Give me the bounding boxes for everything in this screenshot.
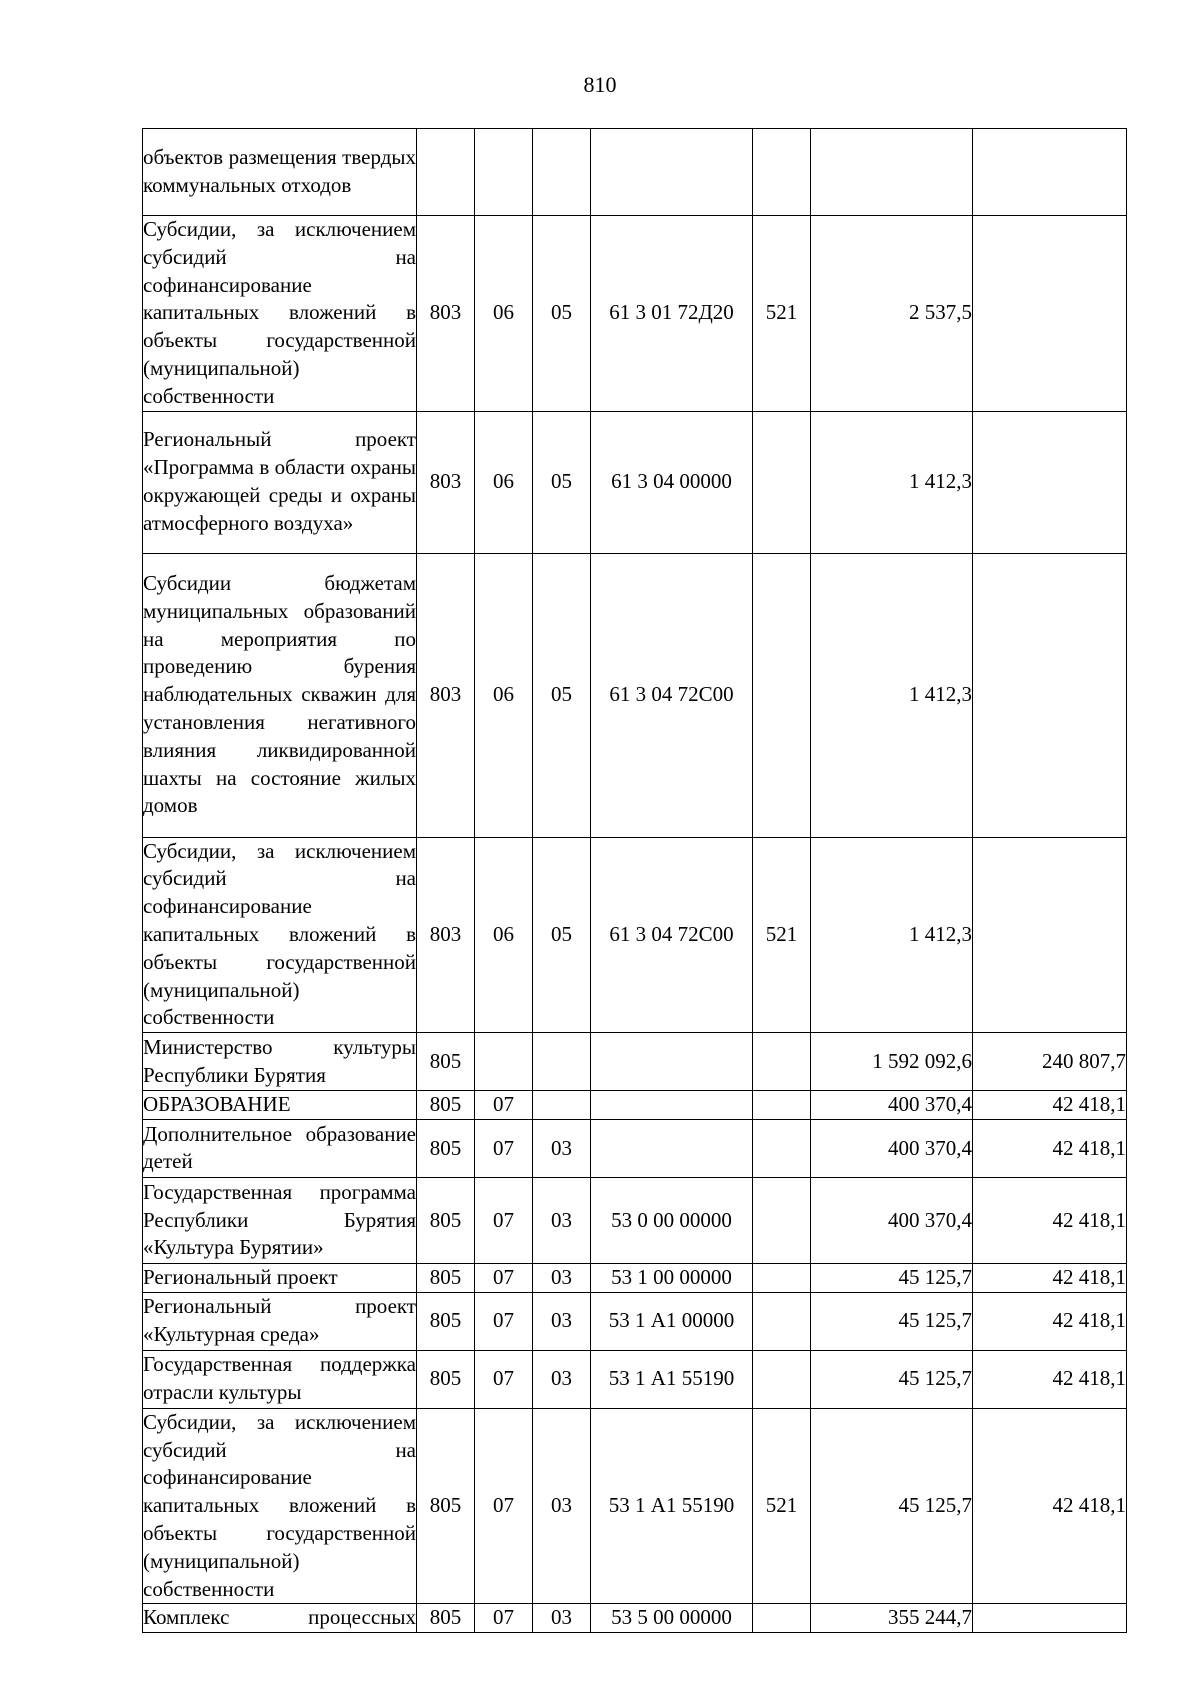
row-subsection-cell: 03 (533, 1408, 591, 1604)
table-row (143, 411, 1127, 553)
row-name-text: Комплекс процессных (143, 1605, 416, 1630)
row-name-text: объектов размещения твердых коммунальных отходов (143, 145, 416, 197)
row-section-cell: 06 (475, 216, 533, 412)
row-name-cell (143, 1292, 417, 1350)
row-subsection-cell: 05 (533, 411, 591, 553)
row-amount-cell: 1 592 092,6 (811, 1033, 973, 1091)
row-section-cell: 07 (475, 1119, 533, 1177)
row-amount-cell: 45 125,7 (811, 1263, 973, 1292)
row-target-article-cell (591, 1119, 753, 1177)
row-target-article-cell: 61 3 04 72С00 (591, 837, 753, 1033)
row-amount-federal-cell (973, 411, 1127, 553)
row-amount-federal-cell: 240 807,7 (973, 1033, 1127, 1091)
row-amount-cell: 400 370,4 (811, 1119, 973, 1177)
row-section-cell: 07 (475, 1091, 533, 1120)
table-row (143, 216, 1127, 412)
row-amount-cell: 1 412,3 (811, 837, 973, 1033)
row-expense-type-cell: 521 (753, 837, 811, 1033)
row-amount-federal-cell (973, 129, 1127, 216)
row-subsection-cell (533, 1091, 591, 1120)
row-amount-federal-cell (973, 1604, 1127, 1633)
row-amount-cell: 45 125,7 (811, 1292, 973, 1350)
row-name-cell (143, 1350, 417, 1408)
row-target-article-cell: 53 5 00 00000 (591, 1604, 753, 1633)
row-name-text: Региональный проект «Культурная среда» (143, 1294, 416, 1347)
row-section-cell: 07 (475, 1263, 533, 1292)
row-ved-cell: 805 (417, 1091, 475, 1120)
row-name-cell (143, 1033, 417, 1091)
row-target-article-cell: 53 1 А1 00000 (591, 1292, 753, 1350)
row-subsection-cell: 03 (533, 1263, 591, 1292)
row-subsection-cell: 03 (533, 1292, 591, 1350)
table-row (143, 1263, 1127, 1292)
row-section-cell: 06 (475, 411, 533, 553)
row-name-text: Региональный проект (143, 1264, 338, 1289)
row-section-cell: 07 (475, 1350, 533, 1408)
row-amount-cell (811, 129, 973, 216)
table-row (143, 1119, 1127, 1177)
row-target-article-cell: 61 3 04 00000 (591, 411, 753, 553)
row-ved-cell: 805 (417, 1177, 475, 1263)
row-target-article-cell: 53 1 00 00000 (591, 1263, 753, 1292)
row-subsection-cell: 03 (533, 1604, 591, 1633)
table-row (143, 129, 1127, 216)
row-name-text: Дополнительное образование детей (143, 1121, 416, 1174)
row-target-article-cell: 61 3 04 72С00 (591, 553, 753, 837)
row-ved-cell: 805 (417, 1292, 475, 1350)
row-expense-type-cell: 521 (753, 1408, 811, 1604)
row-ved-cell: 805 (417, 1408, 475, 1604)
row-expense-type-cell (753, 1292, 811, 1350)
row-name-cell (143, 1091, 417, 1120)
row-ved-cell: 805 (417, 1119, 475, 1177)
row-name-text: Региональный проект «Программа в области охраны окружающей среды и охраны атмосферного воздуха» (143, 427, 416, 535)
row-name-text: Государственная поддержка отрасли культуры (143, 1352, 416, 1405)
row-name-cell (143, 837, 417, 1033)
row-section-cell (475, 129, 533, 216)
row-name-cell (143, 1604, 417, 1633)
row-name-text: Субсидии, за исключением субсидий на софинансирование капитальных вложений в объекты государственной (муниципальной) собственности (143, 217, 416, 408)
row-ved-cell: 803 (417, 216, 475, 412)
table-row (143, 1350, 1127, 1408)
row-target-article-cell: 61 3 01 72Д20 (591, 216, 753, 412)
budget-table-body (143, 129, 1127, 1633)
row-section-cell: 06 (475, 837, 533, 1033)
row-expense-type-cell (753, 129, 811, 216)
row-amount-federal-cell: 42 418,1 (973, 1408, 1127, 1604)
row-section-cell (475, 1033, 533, 1091)
table-row (143, 1033, 1127, 1091)
row-amount-federal-cell (973, 553, 1127, 837)
row-ved-cell: 805 (417, 1033, 475, 1091)
row-name-text: Субсидии, за исключением субсидий на софинансирование капитальных вложений в объекты государственной (муниципальной) собственности (143, 1409, 416, 1601)
row-name-text: Министерство культуры Республики Бурятия (143, 1034, 416, 1087)
row-amount-federal-cell: 42 418,1 (973, 1350, 1127, 1408)
row-name-text: ОБРАЗОВАНИЕ (143, 1092, 291, 1117)
row-amount-cell: 400 370,4 (811, 1091, 973, 1120)
row-target-article-cell (591, 129, 753, 216)
row-section-cell: 07 (475, 1292, 533, 1350)
row-subsection-cell: 05 (533, 553, 591, 837)
table-row (143, 1177, 1127, 1263)
row-subsection-cell: 03 (533, 1177, 591, 1263)
table-row (143, 553, 1127, 837)
page-number: 810 (583, 72, 617, 97)
row-target-article-cell (591, 1091, 753, 1120)
row-ved-cell: 805 (417, 1604, 475, 1633)
row-amount-cell: 45 125,7 (811, 1350, 973, 1408)
row-ved-cell: 803 (417, 411, 475, 553)
row-target-article-cell: 53 1 А1 55190 (591, 1408, 753, 1604)
row-expense-type-cell: 521 (753, 216, 811, 412)
table-row (143, 1408, 1127, 1604)
row-section-cell: 07 (475, 1177, 533, 1263)
row-subsection-cell (533, 1033, 591, 1091)
row-ved-cell: 803 (417, 837, 475, 1033)
row-expense-type-cell (753, 1263, 811, 1292)
table-row (143, 1292, 1127, 1350)
row-subsection-cell: 05 (533, 216, 591, 412)
row-amount-federal-cell: 42 418,1 (973, 1292, 1127, 1350)
row-expense-type-cell (753, 1177, 811, 1263)
row-amount-federal-cell: 42 418,1 (973, 1091, 1127, 1120)
row-amount-federal-cell (973, 837, 1127, 1033)
row-subsection-cell: 03 (533, 1119, 591, 1177)
row-target-article-cell: 53 1 А1 55190 (591, 1350, 753, 1408)
row-expense-type-cell (753, 1091, 811, 1120)
row-section-cell: 06 (475, 553, 533, 837)
row-name-cell (143, 1119, 417, 1177)
row-amount-federal-cell: 42 418,1 (973, 1119, 1127, 1177)
row-subsection-cell: 03 (533, 1350, 591, 1408)
row-name-cell (143, 1408, 417, 1604)
table-row (143, 1604, 1127, 1633)
row-amount-cell: 355 244,7 (811, 1604, 973, 1633)
table-row (143, 1091, 1127, 1120)
row-expense-type-cell (753, 1119, 811, 1177)
row-amount-cell: 400 370,4 (811, 1177, 973, 1263)
table-row (143, 837, 1127, 1033)
row-amount-federal-cell (973, 216, 1127, 412)
budget-table (142, 128, 1127, 1633)
row-ved-cell (417, 129, 475, 216)
row-expense-type-cell (753, 1604, 811, 1633)
row-amount-federal-cell: 42 418,1 (973, 1263, 1127, 1292)
row-amount-cell: 2 537,5 (811, 216, 973, 412)
row-ved-cell: 805 (417, 1350, 475, 1408)
row-amount-cell: 1 412,3 (811, 553, 973, 837)
row-name-cell (143, 411, 417, 553)
row-subsection-cell (533, 129, 591, 216)
row-name-cell (143, 1263, 417, 1292)
row-expense-type-cell (753, 1350, 811, 1408)
row-name-text: Субсидии бюджетам муниципальных образований на мероприятия по проведению бурения наблюдательных скважин для установления негативного влияния ликвидированной шахты на состояние жилых домов (143, 570, 416, 818)
row-expense-type-cell (753, 411, 811, 553)
row-expense-type-cell (753, 553, 811, 837)
row-section-cell: 07 (475, 1408, 533, 1604)
row-target-article-cell (591, 1033, 753, 1091)
row-subsection-cell: 05 (533, 837, 591, 1033)
row-amount-cell: 45 125,7 (811, 1408, 973, 1604)
row-name-text: Государственная программа Республики Бурятия «Культура Бурятии» (143, 1179, 416, 1260)
row-section-cell: 07 (475, 1604, 533, 1633)
row-name-text: Субсидии, за исключением субсидий на софинансирование капитальных вложений в объекты государственной (муниципальной) собственности (143, 838, 416, 1030)
row-name-cell (143, 129, 417, 216)
row-amount-federal-cell: 42 418,1 (973, 1177, 1127, 1263)
row-target-article-cell: 53 0 00 00000 (591, 1177, 753, 1263)
row-ved-cell: 805 (417, 1263, 475, 1292)
row-expense-type-cell (753, 1033, 811, 1091)
row-name-cell (143, 216, 417, 412)
row-name-cell (143, 1177, 417, 1263)
row-name-cell (143, 553, 417, 837)
row-ved-cell: 803 (417, 553, 475, 837)
row-amount-cell: 1 412,3 (811, 411, 973, 553)
